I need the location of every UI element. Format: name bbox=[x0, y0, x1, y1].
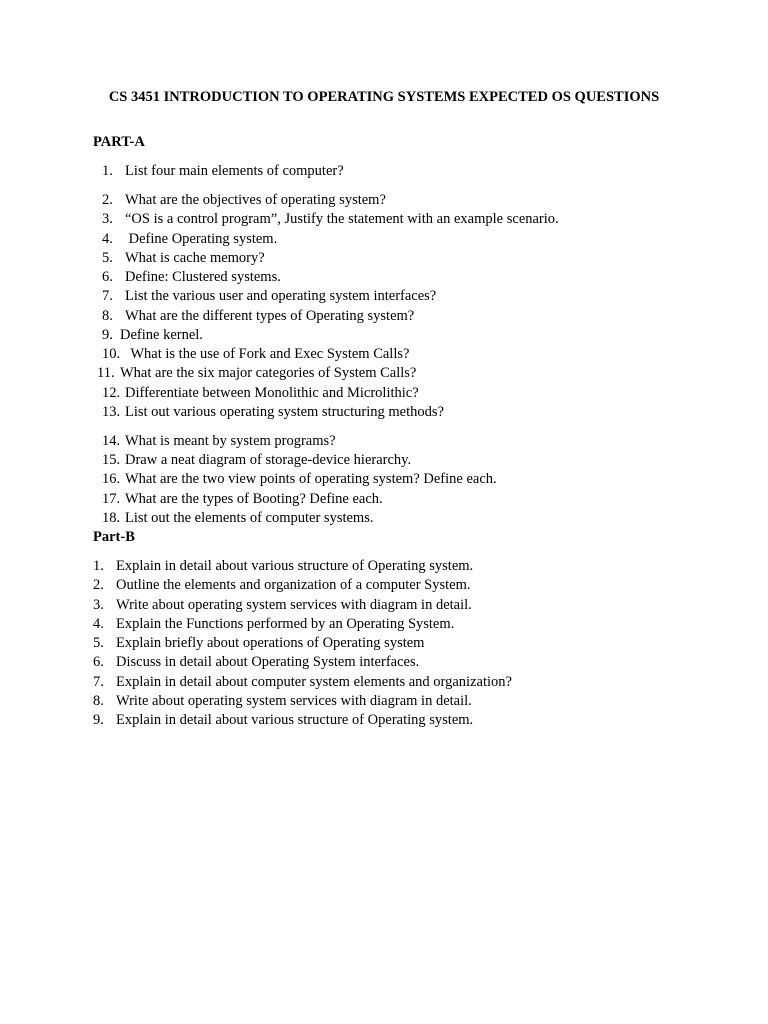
part-a-item: 8. What are the different types of Operating system? bbox=[102, 308, 415, 324]
part-b-item: 2. Outline the elements and organization of a computer System. bbox=[93, 577, 471, 593]
part-a-item: 14. What is meant by system programs? bbox=[102, 433, 336, 449]
part-b-item: 3. Write about operating system services with diagram in detail. bbox=[93, 597, 472, 613]
part-b-item: 5. Explain briefly about operations of Operating system bbox=[93, 635, 425, 651]
part-a-item: 12. Differentiate between Monolithic and Microlithic? bbox=[102, 385, 419, 401]
document-title: CS 3451 INTRODUCTION TO OPERATING SYSTEMS EXPECTED OS QUESTIONS bbox=[108, 89, 660, 105]
part-b-heading: Part-B bbox=[93, 529, 135, 545]
part-a-item: 15. Draw a neat diagram of storage-device hierarchy. bbox=[102, 452, 412, 468]
part-b-item: 7. Explain in detail about computer system elements and organization? bbox=[93, 674, 512, 690]
part-a-item: 16. What are the two view points of operating system? Define each. bbox=[102, 471, 497, 487]
part-b-item: 6. Discuss in detail about Operating System interfaces. bbox=[93, 654, 420, 670]
part-a-item: 7. List the various user and operating system interfaces? bbox=[102, 288, 437, 304]
part-a-item: 4. Define Operating system. bbox=[102, 231, 278, 247]
part-b-item: 4. Explain the Functions performed by an Operating System. bbox=[93, 616, 455, 632]
part-a-item: 6. Define: Clustered systems. bbox=[102, 269, 281, 285]
part-a-item: 5. What is cache memory? bbox=[102, 250, 265, 266]
part-a-item: 11. What are the six major categories of System Calls? bbox=[97, 365, 417, 381]
part-a-heading: PART-A bbox=[93, 134, 145, 150]
part-a-item: 17. What are the types of Booting? Define each. bbox=[102, 491, 383, 507]
part-a-item: 13. List out various operating system structuring methods? bbox=[102, 404, 444, 420]
part-a-item: 18. List out the elements of computer systems. bbox=[102, 510, 374, 526]
part-b-item: 8. Write about operating system services with diagram in detail. bbox=[93, 693, 472, 709]
part-a-item: 3. “OS is a control program”, Justify the statement with an example scenario. bbox=[102, 211, 559, 227]
part-a-item: 2. What are the objectives of operating system? bbox=[102, 192, 386, 208]
part-a-item: 9. Define kernel. bbox=[102, 327, 203, 343]
part-b-item: 1. Explain in detail about various structure of Operating system. bbox=[93, 558, 474, 574]
part-a-item: 10. What is the use of Fork and Exec System Calls? bbox=[102, 346, 410, 362]
part-b-item: 9. Explain in detail about various structure of Operating system. bbox=[93, 712, 474, 728]
part-a-item: 1. List four main elements of computer? bbox=[102, 163, 344, 179]
